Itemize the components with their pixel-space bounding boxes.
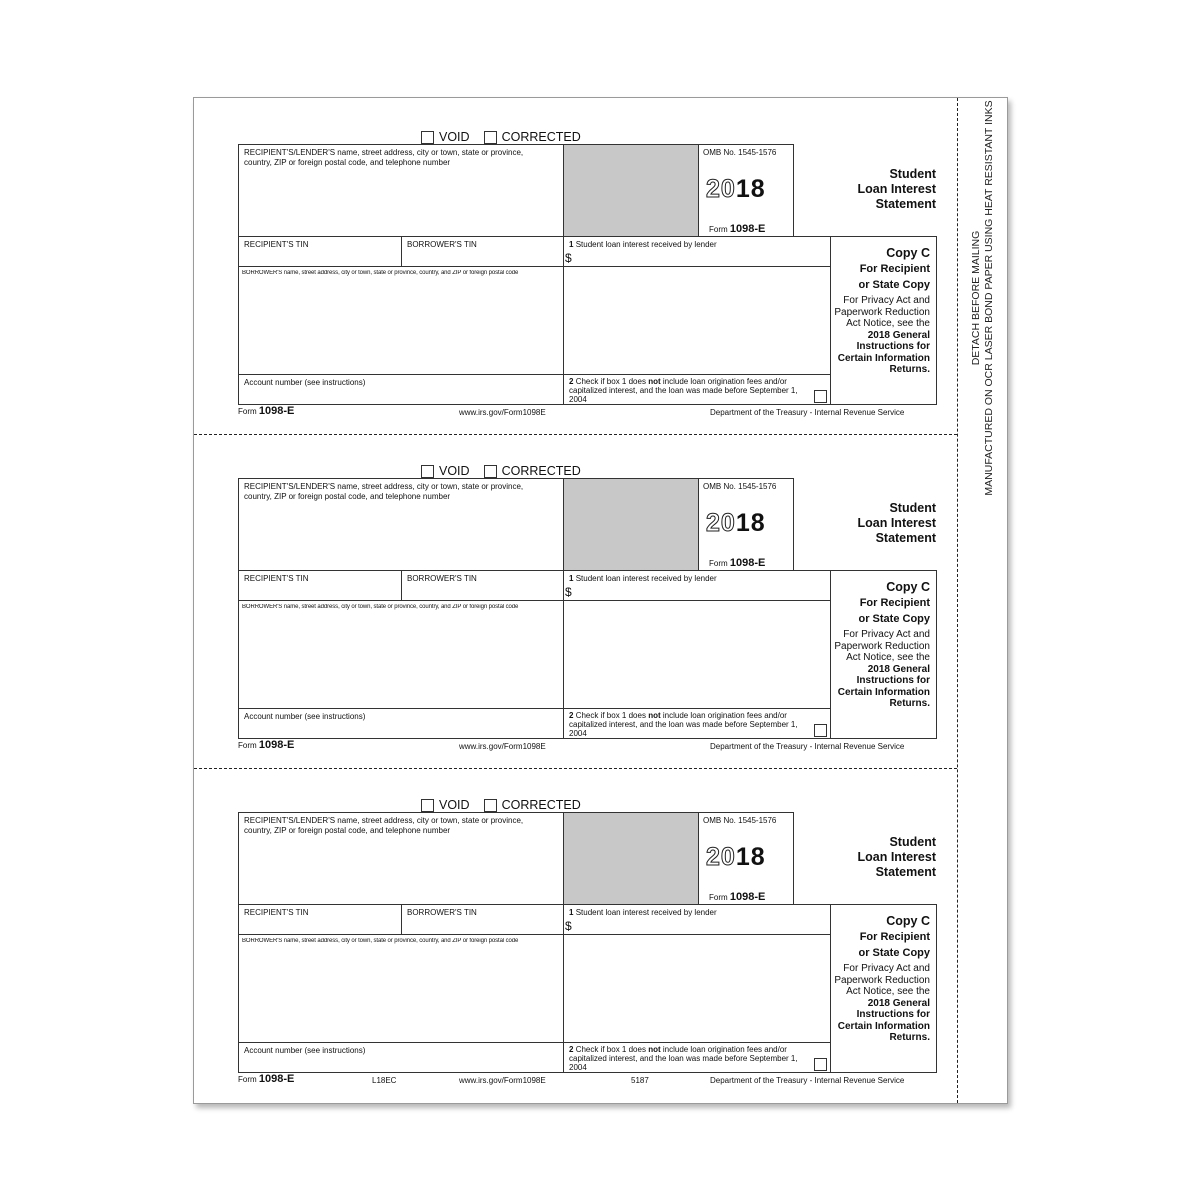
borrower-tin-label: BORROWER'S TIN xyxy=(407,908,477,917)
omb-box xyxy=(563,144,794,237)
void-corrected-row xyxy=(421,464,581,478)
recipient-tin-label: RECIPIENT'S TIN xyxy=(244,908,309,917)
privacy-notice: For Privacy Act and Paperwork Reduction Act Notice, see the 2018 General Instructions for Certain Information Returns. xyxy=(834,963,930,1043)
footer-code-l18ec: L18EC xyxy=(372,1076,397,1085)
void-label: VOID xyxy=(439,798,470,812)
copy-state: or State Copy xyxy=(858,613,930,625)
footer-department: Department of the Treasury - Internal Revenue Service xyxy=(710,1076,905,1085)
borrower-tin-label: BORROWER'S TIN xyxy=(407,574,477,583)
box1-interest[interactable] xyxy=(563,904,831,935)
recipient-box[interactable] xyxy=(238,478,564,571)
footer-url[interactable]: www.irs.gov/Form1098E xyxy=(459,408,546,417)
box2-check xyxy=(563,708,831,739)
form-1098e-copy xyxy=(194,98,957,417)
copy-state: or State Copy xyxy=(858,947,930,959)
recipient-box[interactable] xyxy=(238,812,564,905)
footer-code-5187: 5187 xyxy=(631,1076,649,1085)
tax-year: 2018 xyxy=(706,509,766,537)
corrected-label: CORRECTED xyxy=(501,464,581,478)
tax-year: 2018 xyxy=(706,175,766,203)
shaded-area xyxy=(564,145,698,236)
detach-text: DETACH BEFORE MAILING xyxy=(970,230,982,366)
borrower-label: BORROWER'S name, street address, city or town, state or province, country, and ZIP or foreign postal code xyxy=(242,938,519,944)
void-label: VOID xyxy=(439,464,470,478)
box2-check xyxy=(563,1042,831,1073)
dollar-sign: $ xyxy=(565,919,572,933)
corrected-label: CORRECTED xyxy=(501,798,581,812)
recipient-tin-box[interactable] xyxy=(238,236,402,267)
borrower-label: BORROWER'S name, street address, city or town, state or province, country, and ZIP or foreign postal code xyxy=(242,270,519,276)
copy-c-panel xyxy=(830,236,937,405)
borrower-tin-label: BORROWER'S TIN xyxy=(407,240,477,249)
form-number: Form 1098-E xyxy=(709,891,766,903)
footer-department: Department of the Treasury - Internal Revenue Service xyxy=(710,742,905,751)
vertical-perforation xyxy=(957,98,958,1103)
borrower-tin-box[interactable] xyxy=(401,904,564,935)
copy-c-panel xyxy=(830,904,937,1073)
box1-interest[interactable] xyxy=(563,236,831,267)
omb-box xyxy=(563,478,794,571)
form-title: Student Loan Interest Statement xyxy=(857,835,936,879)
form-1098e-copy xyxy=(194,766,957,1085)
recipient-tin-label: RECIPIENT'S TIN xyxy=(244,240,309,249)
void-corrected-row xyxy=(421,798,581,812)
recipient-tin-box[interactable] xyxy=(238,904,402,935)
void-checkbox[interactable] xyxy=(421,465,434,478)
manufactured-text: MANUFACTURED ON OCR LASER BOND PAPER USING HEAT RESISTANT INKS xyxy=(983,100,995,496)
copy-c-panel xyxy=(830,570,937,739)
box1-interest[interactable] xyxy=(563,570,831,601)
recipient-box[interactable] xyxy=(238,144,564,237)
omb-number: OMB No. 1545-1576 xyxy=(703,816,777,825)
corrected-checkbox[interactable] xyxy=(484,465,497,478)
box2-label: 2 Check if box 1 does not include loan origination fees and/or capitalized interest, and the loan was made before September 1, 2004 xyxy=(569,711,798,738)
footer-form-number: Form 1098-E xyxy=(238,405,295,417)
footer-department: Department of the Treasury - Internal Revenue Service xyxy=(710,408,905,417)
form-1098e-copy xyxy=(194,432,957,751)
omb-number: OMB No. 1545-1576 xyxy=(703,148,777,157)
recipient-label: RECIPIENT'S/LENDER'S name, street address, city or town, state or province, country, ZIP or foreign postal code, and telephone number xyxy=(244,148,524,167)
void-corrected-row xyxy=(421,130,581,144)
footer-url[interactable]: www.irs.gov/Form1098E xyxy=(459,742,546,751)
account-label: Account number (see instructions) xyxy=(244,378,366,387)
account-number-box[interactable] xyxy=(238,1042,564,1073)
copy-title: Copy C xyxy=(886,580,930,594)
recipient-tin-label: RECIPIENT'S TIN xyxy=(244,574,309,583)
copy-title: Copy C xyxy=(886,246,930,260)
void-checkbox[interactable] xyxy=(421,799,434,812)
footer-form-number: Form 1098-E xyxy=(238,739,295,751)
account-number-box[interactable] xyxy=(238,708,564,739)
borrower-tin-box[interactable] xyxy=(401,570,564,601)
dollar-sign: $ xyxy=(565,585,572,599)
copy-for-recipient: For Recipient xyxy=(859,263,930,275)
box2-label: 2 Check if box 1 does not include loan origination fees and/or capitalized interest, and the loan was made before September 1, 2004 xyxy=(569,377,798,404)
void-label: VOID xyxy=(439,130,470,144)
box1-label: 1 Student loan interest received by lender xyxy=(569,574,717,583)
dollar-sign: $ xyxy=(565,251,572,265)
form-number: Form 1098-E xyxy=(709,557,766,569)
box2-check xyxy=(563,374,831,405)
corrected-checkbox[interactable] xyxy=(484,799,497,812)
footer-form-number: Form 1098-E xyxy=(238,1073,295,1085)
copy-title: Copy C xyxy=(886,914,930,928)
borrower-box[interactable] xyxy=(238,934,564,1043)
omb-box xyxy=(563,812,794,905)
box1-label: 1 Student loan interest received by lender xyxy=(569,908,717,917)
form-title: Student Loan Interest Statement xyxy=(857,501,936,545)
box2-checkbox[interactable] xyxy=(814,724,827,737)
blank-box xyxy=(563,600,831,709)
box2-checkbox[interactable] xyxy=(814,1058,827,1071)
void-checkbox[interactable] xyxy=(421,131,434,144)
recipient-label: RECIPIENT'S/LENDER'S name, street address, city or town, state or province, country, ZIP or foreign postal code, and telephone number xyxy=(244,482,524,501)
blank-box xyxy=(563,934,831,1043)
blank-box xyxy=(563,266,831,375)
box2-checkbox[interactable] xyxy=(814,390,827,403)
privacy-notice: For Privacy Act and Paperwork Reduction Act Notice, see the 2018 General Instructions for Certain Information Returns. xyxy=(834,629,930,709)
copy-for-recipient: For Recipient xyxy=(859,931,930,943)
corrected-checkbox[interactable] xyxy=(484,131,497,144)
form-number: Form 1098-E xyxy=(709,223,766,235)
box1-label: 1 Student loan interest received by lender xyxy=(569,240,717,249)
borrower-label: BORROWER'S name, street address, city or town, state or province, country, and ZIP or foreign postal code xyxy=(242,604,519,610)
copy-state: or State Copy xyxy=(858,279,930,291)
borrower-tin-box[interactable] xyxy=(401,236,564,267)
tax-year: 2018 xyxy=(706,843,766,871)
account-label: Account number (see instructions) xyxy=(244,712,366,721)
privacy-notice: For Privacy Act and Paperwork Reduction Act Notice, see the 2018 General Instructions for Certain Information Returns. xyxy=(834,295,930,375)
shaded-area xyxy=(564,479,698,570)
account-number-box[interactable] xyxy=(238,374,564,405)
borrower-box[interactable] xyxy=(238,266,564,375)
form-sheet xyxy=(193,97,1008,1104)
omb-number: OMB No. 1545-1576 xyxy=(703,482,777,491)
footer-url[interactable]: www.irs.gov/Form1098E xyxy=(459,1076,546,1085)
copy-for-recipient: For Recipient xyxy=(859,597,930,609)
side-margin-text xyxy=(959,98,1007,518)
shaded-area xyxy=(564,813,698,904)
recipient-tin-box[interactable] xyxy=(238,570,402,601)
recipient-label: RECIPIENT'S/LENDER'S name, street address, city or town, state or province, country, ZIP or foreign postal code, and telephone number xyxy=(244,816,524,835)
corrected-label: CORRECTED xyxy=(501,130,581,144)
form-title: Student Loan Interest Statement xyxy=(857,167,936,211)
box2-label: 2 Check if box 1 does not include loan origination fees and/or capitalized interest, and the loan was made before September 1, 2004 xyxy=(569,1045,798,1072)
account-label: Account number (see instructions) xyxy=(244,1046,366,1055)
borrower-box[interactable] xyxy=(238,600,564,709)
